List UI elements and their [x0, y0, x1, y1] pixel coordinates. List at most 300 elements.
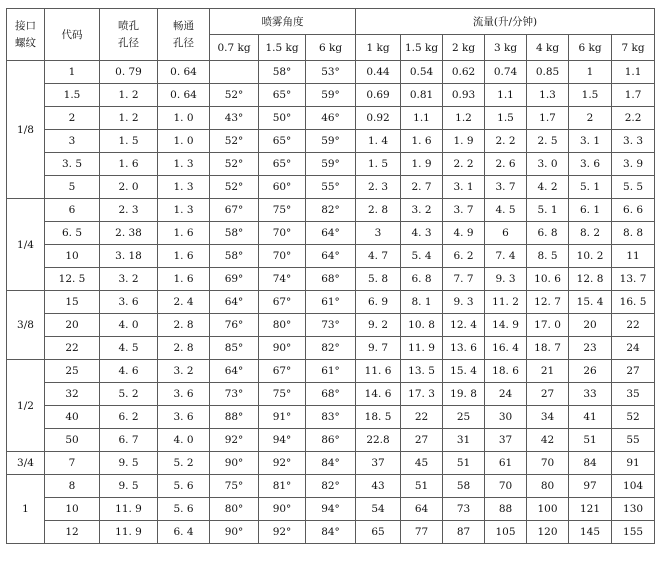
flow-rate-cell: 91 — [612, 452, 655, 475]
spray-angle-cell: 69° — [210, 268, 259, 291]
flow-rate-cell: 10. 8 — [401, 314, 443, 337]
flow-rate-cell: 31 — [443, 429, 485, 452]
flow-rate-cell: 70 — [527, 452, 569, 475]
flow-rate-cell: 0.54 — [401, 61, 443, 84]
table-row — [7, 429, 655, 452]
flow-rate-cell: 1.1 — [485, 84, 527, 107]
table-row — [7, 314, 655, 337]
flow-rate-cell: 30 — [485, 406, 527, 429]
passage-diameter-cell: 1. 0 — [158, 107, 210, 130]
table-row — [7, 153, 655, 176]
flow-rate-cell: 2 — [569, 107, 612, 130]
spray-angle-cell: 65° — [259, 130, 306, 153]
flow-rate-cell: 2.2 — [612, 107, 655, 130]
flow-rate-cell: 27 — [612, 360, 655, 383]
spray-angle-cell: 80° — [259, 314, 306, 337]
flow-rate-cell: 13. 7 — [612, 268, 655, 291]
spray-angle-cell: 65° — [259, 153, 306, 176]
flow-rate-cell: 1.5 — [485, 107, 527, 130]
flow-rate-cell: 5. 8 — [356, 268, 401, 291]
flow-rate-cell: 24 — [612, 337, 655, 360]
code-cell: 20 — [45, 314, 100, 337]
flow-rate-cell: 37 — [485, 429, 527, 452]
flow-rate-cell: 6. 1 — [569, 199, 612, 222]
table-row — [7, 130, 655, 153]
spray-angle-cell: 86° — [306, 429, 356, 452]
code-cell: 22 — [45, 337, 100, 360]
table-row — [7, 107, 655, 130]
thread-size-cell: 1/2 — [7, 360, 45, 452]
flow-rate-cell: 18. 7 — [527, 337, 569, 360]
orifice-diameter-cell: 2. 38 — [100, 222, 158, 245]
code-cell: 2 — [45, 107, 100, 130]
flow-rate-cell: 12. 4 — [443, 314, 485, 337]
flow-rate-cell: 70 — [485, 475, 527, 498]
orifice-diameter-cell: 1. 5 — [100, 130, 158, 153]
table-row — [7, 360, 655, 383]
flow-rate-cell: 2. 2 — [485, 130, 527, 153]
flow-rate-cell: 21 — [527, 360, 569, 383]
flow-rate-cell: 6. 8 — [401, 268, 443, 291]
orifice-diameter-cell: 1. 2 — [100, 84, 158, 107]
spray-angle-cell: 70° — [259, 222, 306, 245]
flow-rate-cell: 145 — [569, 521, 612, 544]
flow-rate-cell: 3. 7 — [443, 199, 485, 222]
flow-rate-cell: 73 — [443, 498, 485, 521]
spray-angle-cell: 75° — [259, 383, 306, 406]
flow-rate-cell: 9. 3 — [485, 268, 527, 291]
orifice-diameter-cell: 1. 6 — [100, 153, 158, 176]
passage-diameter-cell: 5. 6 — [158, 475, 210, 498]
code-cell: 5 — [45, 176, 100, 199]
code-cell: 1 — [45, 61, 100, 84]
header-flow-pressure: 1 kg — [356, 35, 401, 61]
header-angle-pressure: 1.5 kg — [259, 35, 306, 61]
spray-angle-cell: 65° — [259, 84, 306, 107]
flow-rate-cell: 1.2 — [443, 107, 485, 130]
flow-rate-cell: 17. 0 — [527, 314, 569, 337]
flow-rate-cell: 16. 5 — [612, 291, 655, 314]
orifice-diameter-cell: 9. 5 — [100, 452, 158, 475]
orifice-diameter-cell: 1. 2 — [100, 107, 158, 130]
header-flow-pressure: 1.5 kg — [401, 35, 443, 61]
flow-rate-cell: 11 — [612, 245, 655, 268]
spray-angle-cell: 91° — [259, 406, 306, 429]
flow-rate-cell: 9. 3 — [443, 291, 485, 314]
table-row — [7, 268, 655, 291]
spray-angle-cell: 90° — [210, 452, 259, 475]
flow-rate-cell: 3. 7 — [485, 176, 527, 199]
spray-angle-cell: 52° — [210, 84, 259, 107]
flow-rate-cell: 2. 2 — [443, 153, 485, 176]
flow-rate-cell: 6 — [485, 222, 527, 245]
flow-rate-cell: 61 — [485, 452, 527, 475]
flow-rate-cell: 51 — [401, 475, 443, 498]
flow-rate-cell: 1. 9 — [401, 153, 443, 176]
flow-rate-cell: 88 — [485, 498, 527, 521]
flow-rate-cell: 18. 5 — [356, 406, 401, 429]
flow-rate-cell: 6. 8 — [527, 222, 569, 245]
thread-size-cell: 1/8 — [7, 61, 45, 199]
flow-rate-cell: 120 — [527, 521, 569, 544]
flow-rate-cell: 3. 1 — [443, 176, 485, 199]
spray-angle-cell: 75° — [259, 199, 306, 222]
orifice-diameter-cell: 11. 9 — [100, 498, 158, 521]
spray-angle-cell: 59° — [306, 153, 356, 176]
flow-rate-cell: 1.3 — [527, 84, 569, 107]
flow-rate-cell: 0.85 — [527, 61, 569, 84]
table-row — [7, 383, 655, 406]
spray-angle-cell: 84° — [306, 452, 356, 475]
flow-rate-cell: 64 — [401, 498, 443, 521]
thread-size-cell: 3/4 — [7, 452, 45, 475]
orifice-diameter-cell: 2. 0 — [100, 176, 158, 199]
flow-rate-cell: 105 — [485, 521, 527, 544]
passage-diameter-cell: 2. 8 — [158, 314, 210, 337]
spray-angle-cell: 58° — [210, 222, 259, 245]
passage-diameter-cell: 0. 64 — [158, 84, 210, 107]
spray-angle-cell: 59° — [306, 130, 356, 153]
flow-rate-cell: 52 — [612, 406, 655, 429]
flow-rate-cell: 9. 2 — [356, 314, 401, 337]
header-orifice-diameter — [100, 9, 158, 61]
flow-rate-cell: 27 — [527, 383, 569, 406]
code-cell: 50 — [45, 429, 100, 452]
thread-size-cell: 1/4 — [7, 199, 45, 291]
passage-diameter-cell: 1. 6 — [158, 268, 210, 291]
passage-diameter-cell: 3. 6 — [158, 383, 210, 406]
spray-angle-cell: 67° — [259, 291, 306, 314]
flow-rate-cell: 4. 3 — [401, 222, 443, 245]
code-cell: 15 — [45, 291, 100, 314]
flow-rate-cell: 1. 5 — [356, 153, 401, 176]
spray-angle-cell: 64° — [306, 222, 356, 245]
header-flow-pressure: 4 kg — [527, 35, 569, 61]
spray-angle-cell: 58° — [210, 245, 259, 268]
spray-angle-cell: 46° — [306, 107, 356, 130]
passage-diameter-cell: 1. 3 — [158, 199, 210, 222]
spray-angle-cell: 75° — [210, 475, 259, 498]
flow-rate-cell: 43 — [356, 475, 401, 498]
spray-angle-cell: 82° — [306, 475, 356, 498]
flow-rate-cell: 1.5 — [569, 84, 612, 107]
flow-rate-cell: 15. 4 — [569, 291, 612, 314]
flow-rate-cell: 22 — [612, 314, 655, 337]
flow-rate-cell: 65 — [356, 521, 401, 544]
spray-angle-cell: 74° — [259, 268, 306, 291]
flow-rate-cell: 22 — [401, 406, 443, 429]
flow-rate-cell: 1.7 — [527, 107, 569, 130]
flow-rate-cell: 14. 6 — [356, 383, 401, 406]
spray-angle-cell: 92° — [210, 429, 259, 452]
table-row — [7, 199, 655, 222]
spray-angle-cell: 92° — [259, 521, 306, 544]
flow-rate-cell: 45 — [401, 452, 443, 475]
flow-rate-cell: 14. 9 — [485, 314, 527, 337]
spray-angle-cell: 84° — [306, 521, 356, 544]
spray-angle-cell: 64° — [210, 360, 259, 383]
flow-rate-cell: 80 — [527, 475, 569, 498]
flow-rate-cell: 1. 6 — [401, 130, 443, 153]
flow-rate-cell: 11. 9 — [401, 337, 443, 360]
table-row — [7, 222, 655, 245]
flow-rate-cell: 5. 4 — [401, 245, 443, 268]
flow-rate-cell: 0.69 — [356, 84, 401, 107]
spray-angle-cell: 83° — [306, 406, 356, 429]
flow-rate-cell: 27 — [401, 429, 443, 452]
flow-rate-cell: 17. 3 — [401, 383, 443, 406]
table-row — [7, 521, 655, 544]
code-cell: 32 — [45, 383, 100, 406]
flow-rate-cell: 2. 5 — [527, 130, 569, 153]
spray-angle-cell: 52° — [210, 153, 259, 176]
spray-angle-cell: 64° — [306, 245, 356, 268]
flow-rate-cell: 12. 8 — [569, 268, 612, 291]
table-row — [7, 245, 655, 268]
flow-rate-cell: 19. 8 — [443, 383, 485, 406]
passage-diameter-cell: 4. 0 — [158, 429, 210, 452]
flow-rate-cell: 58 — [443, 475, 485, 498]
flow-rate-cell: 51 — [443, 452, 485, 475]
flow-rate-cell: 12. 7 — [527, 291, 569, 314]
flow-rate-cell: 0.62 — [443, 61, 485, 84]
table-body — [7, 61, 655, 544]
header-port-thread-line1: 接口 — [15, 19, 36, 32]
flow-rate-cell: 26 — [569, 360, 612, 383]
passage-diameter-cell: 5. 6 — [158, 498, 210, 521]
passage-diameter-cell: 0. 64 — [158, 61, 210, 84]
orifice-diameter-cell: 3. 2 — [100, 268, 158, 291]
flow-rate-cell: 41 — [569, 406, 612, 429]
spray-angle-cell: 60° — [259, 176, 306, 199]
spray-angle-cell: 73° — [306, 314, 356, 337]
spray-angle-cell: 90° — [259, 498, 306, 521]
flow-rate-cell: 18. 6 — [485, 360, 527, 383]
code-cell: 8 — [45, 475, 100, 498]
spray-angle-cell: 64° — [210, 291, 259, 314]
table-row — [7, 498, 655, 521]
flow-rate-cell: 55 — [612, 429, 655, 452]
flow-rate-cell: 2. 3 — [356, 176, 401, 199]
header-code: 代码 — [45, 9, 100, 61]
flow-rate-cell: 4. 2 — [527, 176, 569, 199]
passage-diameter-cell: 2. 8 — [158, 337, 210, 360]
table-row — [7, 475, 655, 498]
flow-rate-cell: 9. 7 — [356, 337, 401, 360]
spray-angle-cell: 68° — [306, 383, 356, 406]
header-flow-rate: 流量(升/分钟) — [356, 9, 655, 35]
flow-rate-cell: 24 — [485, 383, 527, 406]
code-cell: 40 — [45, 406, 100, 429]
spray-angle-cell: 59° — [306, 84, 356, 107]
flow-rate-cell: 1. 9 — [443, 130, 485, 153]
thread-size-cell: 3/8 — [7, 291, 45, 360]
flow-rate-cell: 7. 7 — [443, 268, 485, 291]
flow-rate-cell: 35 — [612, 383, 655, 406]
orifice-diameter-cell: 3. 6 — [100, 291, 158, 314]
flow-rate-cell: 5. 1 — [569, 176, 612, 199]
spray-angle-cell: 58° — [259, 61, 306, 84]
spray-angle-cell: 67° — [259, 360, 306, 383]
spray-angle-cell: 55° — [306, 176, 356, 199]
spray-angle-cell: 92° — [259, 452, 306, 475]
spray-angle-cell — [210, 61, 259, 84]
flow-rate-cell: 13. 5 — [401, 360, 443, 383]
spray-angle-cell: 85° — [210, 337, 259, 360]
spray-angle-cell: 94° — [259, 429, 306, 452]
header-row-top — [7, 9, 655, 35]
orifice-diameter-cell: 5. 2 — [100, 383, 158, 406]
passage-diameter-cell: 6. 4 — [158, 521, 210, 544]
spray-angle-cell: 52° — [210, 130, 259, 153]
flow-rate-cell: 8. 1 — [401, 291, 443, 314]
table-row — [7, 61, 655, 84]
flow-rate-cell: 0.92 — [356, 107, 401, 130]
flow-rate-cell: 3. 9 — [612, 153, 655, 176]
passage-diameter-cell: 5. 2 — [158, 452, 210, 475]
flow-rate-cell: 2. 7 — [401, 176, 443, 199]
flow-rate-cell: 20 — [569, 314, 612, 337]
table-row — [7, 84, 655, 107]
flow-rate-cell: 121 — [569, 498, 612, 521]
spray-angle-cell: 90° — [259, 337, 306, 360]
spray-angle-cell: 52° — [210, 176, 259, 199]
header-flow-pressure: 2 kg — [443, 35, 485, 61]
flow-rate-cell: 34 — [527, 406, 569, 429]
orifice-diameter-cell: 4. 0 — [100, 314, 158, 337]
code-cell: 10 — [45, 498, 100, 521]
flow-rate-cell: 1.1 — [401, 107, 443, 130]
spray-angle-cell: 70° — [259, 245, 306, 268]
spray-angle-cell: 53° — [306, 61, 356, 84]
flow-rate-cell: 1 — [569, 61, 612, 84]
spray-angle-cell: 94° — [306, 498, 356, 521]
flow-rate-cell: 2. 8 — [356, 199, 401, 222]
spray-angle-cell: 82° — [306, 337, 356, 360]
flow-rate-cell: 0.44 — [356, 61, 401, 84]
orifice-diameter-cell: 6. 2 — [100, 406, 158, 429]
flow-rate-cell: 77 — [401, 521, 443, 544]
flow-rate-cell: 33 — [569, 383, 612, 406]
spray-angle-cell: 67° — [210, 199, 259, 222]
spray-angle-cell: 88° — [210, 406, 259, 429]
header-orifice-line2: 孔径 — [118, 36, 139, 49]
flow-rate-cell: 37 — [356, 452, 401, 475]
passage-diameter-cell: 1. 6 — [158, 245, 210, 268]
header-flow-pressure: 7 kg — [612, 35, 655, 61]
code-cell: 12. 5 — [45, 268, 100, 291]
flow-rate-cell: 130 — [612, 498, 655, 521]
header-orifice-line1: 喷孔 — [118, 19, 139, 32]
flow-rate-cell: 25 — [443, 406, 485, 429]
table-row — [7, 291, 655, 314]
spray-angle-cell: 61° — [306, 360, 356, 383]
flow-rate-cell: 87 — [443, 521, 485, 544]
flow-rate-cell: 4. 9 — [443, 222, 485, 245]
orifice-diameter-cell: 0. 79 — [100, 61, 158, 84]
passage-diameter-cell: 1. 3 — [158, 176, 210, 199]
flow-rate-cell: 84 — [569, 452, 612, 475]
spray-angle-cell: 80° — [210, 498, 259, 521]
header-passage-line2: 孔径 — [173, 36, 194, 49]
orifice-diameter-cell: 6. 7 — [100, 429, 158, 452]
header-passage-line1: 畅通 — [173, 19, 194, 32]
flow-rate-cell: 0.93 — [443, 84, 485, 107]
spec-table-container — [6, 8, 655, 544]
orifice-diameter-cell: 9. 5 — [100, 475, 158, 498]
flow-rate-cell: 11. 6 — [356, 360, 401, 383]
code-cell: 25 — [45, 360, 100, 383]
flow-rate-cell: 13. 6 — [443, 337, 485, 360]
flow-rate-cell: 8. 2 — [569, 222, 612, 245]
code-cell: 12 — [45, 521, 100, 544]
flow-rate-cell: 10. 6 — [527, 268, 569, 291]
flow-rate-cell: 3. 1 — [569, 130, 612, 153]
flow-rate-cell: 16. 4 — [485, 337, 527, 360]
orifice-diameter-cell: 2. 3 — [100, 199, 158, 222]
header-port-thread — [7, 9, 45, 61]
code-cell: 6 — [45, 199, 100, 222]
spray-angle-cell: 81° — [259, 475, 306, 498]
spray-angle-cell: 73° — [210, 383, 259, 406]
code-cell: 6. 5 — [45, 222, 100, 245]
flow-rate-cell: 10. 2 — [569, 245, 612, 268]
spray-angle-cell: 50° — [259, 107, 306, 130]
spray-angle-cell: 76° — [210, 314, 259, 337]
flow-rate-cell: 3 — [356, 222, 401, 245]
flow-rate-cell: 1.7 — [612, 84, 655, 107]
spray-angle-cell: 82° — [306, 199, 356, 222]
header-angle-pressure: 6 kg — [306, 35, 356, 61]
orifice-diameter-cell: 11. 9 — [100, 521, 158, 544]
flow-rate-cell: 155 — [612, 521, 655, 544]
header-port-thread-line2: 螺纹 — [15, 36, 36, 49]
header-flow-pressure: 3 kg — [485, 35, 527, 61]
table-header — [7, 9, 655, 61]
code-cell: 7 — [45, 452, 100, 475]
table-row — [7, 406, 655, 429]
flow-rate-cell: 23 — [569, 337, 612, 360]
flow-rate-cell: 7. 4 — [485, 245, 527, 268]
spray-angle-cell: 43° — [210, 107, 259, 130]
flow-rate-cell: 15. 4 — [443, 360, 485, 383]
flow-rate-cell: 97 — [569, 475, 612, 498]
flow-rate-cell: 3. 0 — [527, 153, 569, 176]
flow-rate-cell: 6. 6 — [612, 199, 655, 222]
code-cell: 3 — [45, 130, 100, 153]
passage-diameter-cell: 1. 6 — [158, 222, 210, 245]
flow-rate-cell: 0.81 — [401, 84, 443, 107]
header-passage-diameter — [158, 9, 210, 61]
flow-rate-cell: 6. 9 — [356, 291, 401, 314]
spray-angle-cell: 90° — [210, 521, 259, 544]
flow-rate-cell: 5. 1 — [527, 199, 569, 222]
flow-rate-cell: 4. 5 — [485, 199, 527, 222]
flow-rate-cell: 42 — [527, 429, 569, 452]
code-cell: 3. 5 — [45, 153, 100, 176]
flow-rate-cell: 4. 7 — [356, 245, 401, 268]
flow-rate-cell: 2. 6 — [485, 153, 527, 176]
flow-rate-cell: 11. 2 — [485, 291, 527, 314]
spray-angle-cell: 61° — [306, 291, 356, 314]
passage-diameter-cell: 2. 4 — [158, 291, 210, 314]
table-row — [7, 337, 655, 360]
passage-diameter-cell: 1. 3 — [158, 153, 210, 176]
flow-rate-cell: 8. 5 — [527, 245, 569, 268]
flow-rate-cell: 3. 3 — [612, 130, 655, 153]
flow-rate-cell: 3. 2 — [401, 199, 443, 222]
header-spray-angle: 喷雾角度 — [210, 9, 356, 35]
